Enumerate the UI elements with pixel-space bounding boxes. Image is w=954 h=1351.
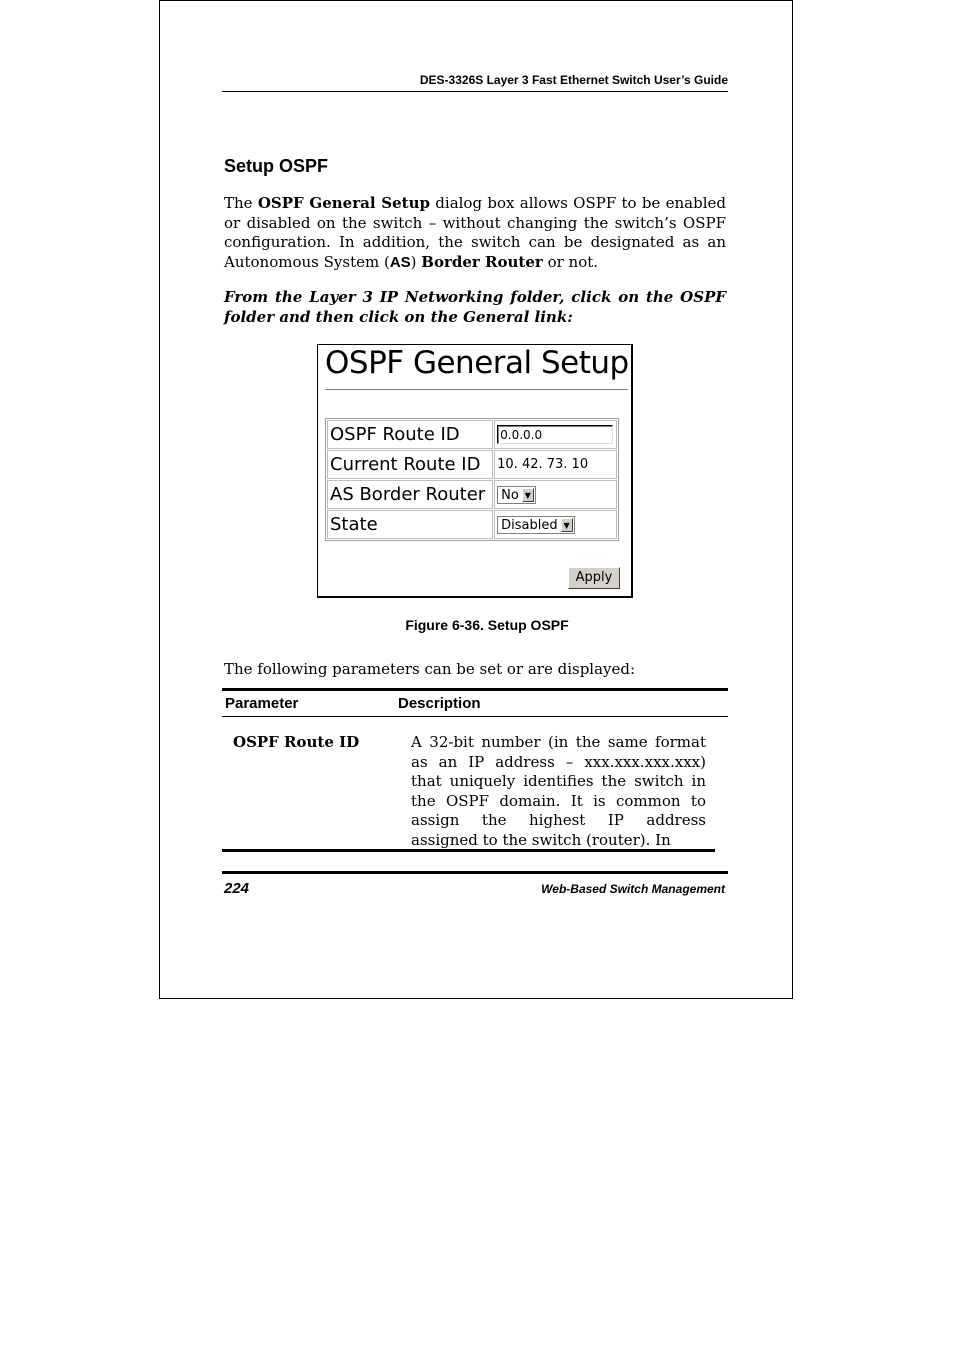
ospf-route-id-label: OSPF Route ID [327, 420, 493, 449]
state-selected: Disabled [501, 517, 558, 533]
current-route-id-label: Current Route ID [327, 450, 493, 479]
state-select[interactable] [497, 516, 574, 534]
param-description: A 32-bit number (in the same format as an IP address – xxx.xxx.xxx.xxx) that uniquely identifies the switch in the OSPF domain. It is common to assign the highest IP address assigned to the switch (router). In [411, 733, 706, 849]
description-column-header: Description [398, 695, 481, 712]
as-border-router-label: AS Border Router [327, 480, 493, 509]
running-header: DES-3326S Layer 3 Fast Ethernet Switch User’s Guide [419, 73, 728, 87]
instruction-text: From the Layer 3 IP Networking folder, click on the OSPF folder and then click on the General link: [224, 288, 726, 326]
chevron-down-icon[interactable]: ▼ [561, 518, 573, 532]
table-header-rule [222, 716, 728, 717]
intro-paragraph: The OSPF General Setup dialog box allows OSPF to be enabled or disabled on the switch – without changing the switch’s OSPF configuration. In addition, the switch can be designated as an Autonomous System (AS) Border Router or not. [224, 194, 727, 271]
ospf-route-id-input[interactable]: 0.0.0.0 [497, 425, 613, 444]
header-rule [222, 91, 728, 92]
footer-title: Web-Based Switch Management [541, 882, 725, 896]
as-border-router-selected: No [501, 487, 519, 503]
section-title: Setup OSPF [224, 156, 329, 176]
state-label: State [327, 510, 493, 539]
figure-caption: Figure 6-36. Setup OSPF [405, 617, 569, 633]
settings-row-current-route-id [327, 450, 617, 479]
ospf-settings-table [325, 418, 619, 541]
page-number: 224 [224, 880, 250, 897]
param-name: OSPF Route ID [233, 733, 360, 751]
current-route-id-value: 10. 42. 73. 10 [497, 457, 589, 472]
table-top-rule [222, 688, 728, 691]
settings-row-ospf-route-id [327, 420, 617, 449]
chevron-down-icon[interactable]: ▼ [522, 488, 534, 502]
settings-row-as-border-router [327, 480, 617, 509]
ospf-general-setup-dialog [317, 344, 633, 598]
footer-rule [222, 871, 728, 874]
params-intro: The following parameters can be set or are displayed: [224, 660, 636, 678]
as-border-router-select[interactable] [497, 486, 536, 504]
settings-row-state [327, 510, 617, 539]
dialog-title-rule [325, 389, 628, 390]
parameter-column-header: Parameter [225, 695, 299, 712]
dialog-title: OSPF General Setup [325, 345, 629, 381]
table-bottom-rule [222, 849, 715, 852]
apply-button[interactable]: Apply [568, 567, 620, 589]
